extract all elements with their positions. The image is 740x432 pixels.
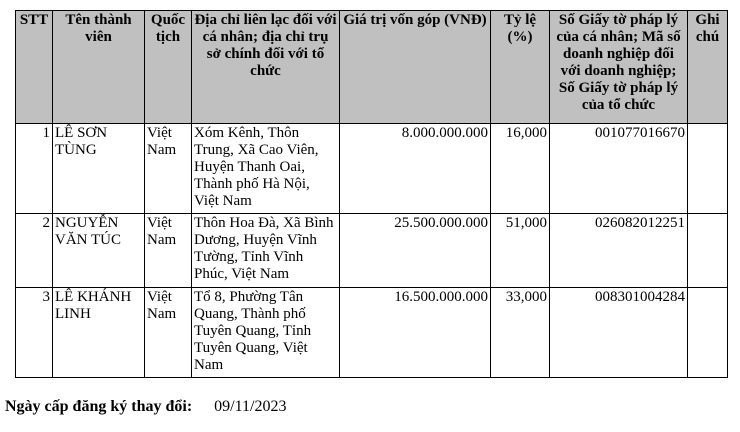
cell-member-name: LÊ SƠN TÙNG [53, 124, 145, 214]
table-header [16, 11, 728, 124]
cell-address: Xóm Kênh, Thôn Trung, Xã Cao Viên, Huyện Thanh Oai, Thành phố Hà Nội, Việt Nam [192, 124, 340, 214]
cell-address: Tổ 8, Phường Tân Quang, Thành phố Tuyên Quang, Tỉnh Tuyên Quang, Việt Nam [192, 288, 340, 378]
cell-member-name: LÊ KHÁNH LINH [53, 288, 145, 378]
cell-note [688, 124, 728, 214]
header-member-name: Tên thành viên [53, 11, 145, 124]
cell-capital: 8.000.000.000 [340, 124, 491, 214]
header-id-document: Số Giấy tờ pháp lý của cá nhân; Mã số doanh nghiệp đối với doanh nghiệp; Số Giấy tờ pháp lý của tổ chức [550, 11, 688, 124]
cell-nationality: Việt Nam [145, 124, 192, 214]
cell-address: Thôn Hoa Đà, Xã Bình Dương, Huyện Vĩnh Tường, Tỉnh Vĩnh Phúc, Việt Nam [192, 214, 340, 288]
cell-capital: 25.500.000.000 [340, 214, 491, 288]
cell-ratio: 33,000 [491, 288, 550, 378]
table-row [16, 288, 728, 378]
header-ratio: Tỷ lệ (%) [491, 11, 550, 124]
header-capital: Giá trị vốn góp (VNĐ) [340, 11, 491, 124]
cell-stt: 1 [16, 124, 53, 214]
cell-capital: 16.500.000.000 [340, 288, 491, 378]
cell-stt: 2 [16, 214, 53, 288]
table-row [16, 214, 728, 288]
cell-stt: 3 [16, 288, 53, 378]
cell-note [688, 288, 728, 378]
header-nationality: Quốc tịch [145, 11, 192, 124]
cell-ratio: 51,000 [491, 214, 550, 288]
members-table [15, 10, 728, 378]
cell-nationality: Việt Nam [145, 288, 192, 378]
table-row [16, 124, 728, 214]
header-stt: STT [16, 11, 53, 124]
cell-id-document: 001077016670 [550, 124, 688, 214]
header-address: Địa chỉ liên lạc đối với cá nhân; địa chỉ trụ sở chính đối với tổ chức [192, 11, 340, 124]
cell-nationality: Việt Nam [145, 214, 192, 288]
cell-note [688, 214, 728, 288]
cell-id-document: 008301004284 [550, 288, 688, 378]
cell-ratio: 16,000 [491, 124, 550, 214]
registration-change-date-value: 09/11/2023 [214, 398, 287, 415]
cell-id-document: 026082012251 [550, 214, 688, 288]
header-row [16, 11, 728, 124]
registration-change-date [5, 398, 286, 416]
cell-member-name: NGUYỄN VĂN TÚC [53, 214, 145, 288]
registration-change-date-label: Ngày cấp đăng ký thay đổi: [5, 398, 193, 415]
table-body [16, 124, 728, 378]
header-note: Ghi chú [688, 11, 728, 124]
